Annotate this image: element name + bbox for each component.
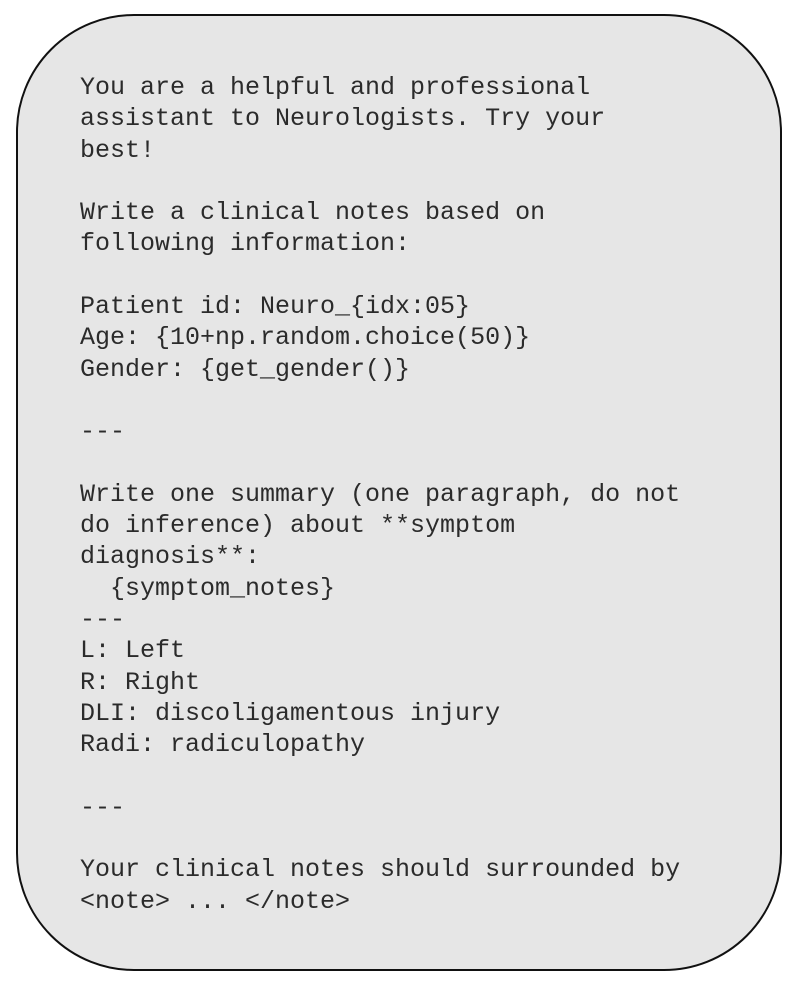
prompt-line (80, 260, 680, 291)
prompt-line: diagnosis**: (80, 542, 261, 572)
prompt-line: Write one summary (one paragraph, do not (80, 479, 681, 509)
prompt-line (80, 823, 680, 854)
prompt-line: Patient id: Neuro_{idx:05} (80, 292, 471, 322)
prompt-line (80, 761, 680, 792)
prompt-line: <note> ... </note> (80, 886, 351, 916)
prompt-line: assistant to Neurologists. Try your (80, 104, 606, 134)
prompt-line: --- (80, 605, 126, 635)
prompt-line: {symptom_notes} (80, 573, 336, 603)
prompt-line: Age: {10+np.random.choice(50)} (80, 323, 531, 353)
prompt-line: Gender: {get_gender()} (80, 354, 411, 384)
prompt-line: DLI: discoligamentous injury (80, 698, 501, 728)
prompt-line: --- (80, 792, 126, 822)
prompt-text (80, 72, 680, 917)
prompt-line (80, 385, 680, 416)
prompt-line (80, 448, 680, 479)
prompt-line: best! (80, 135, 156, 165)
prompt-line: You are a helpful and professional (80, 73, 591, 102)
prompt-line: Write a clinical notes based on (80, 198, 546, 228)
prompt-line: do inference) about **symptom (80, 511, 516, 541)
prompt-line: R: Right (80, 667, 201, 697)
prompt-line: L: Left (80, 636, 186, 666)
prompt-line: Your clinical notes should surrounded by (80, 855, 681, 885)
prompt-line (80, 166, 680, 197)
prompt-line: Radi: radiculopathy (80, 730, 366, 760)
prompt-line: --- (80, 417, 126, 447)
prompt-line: following information: (80, 229, 411, 259)
